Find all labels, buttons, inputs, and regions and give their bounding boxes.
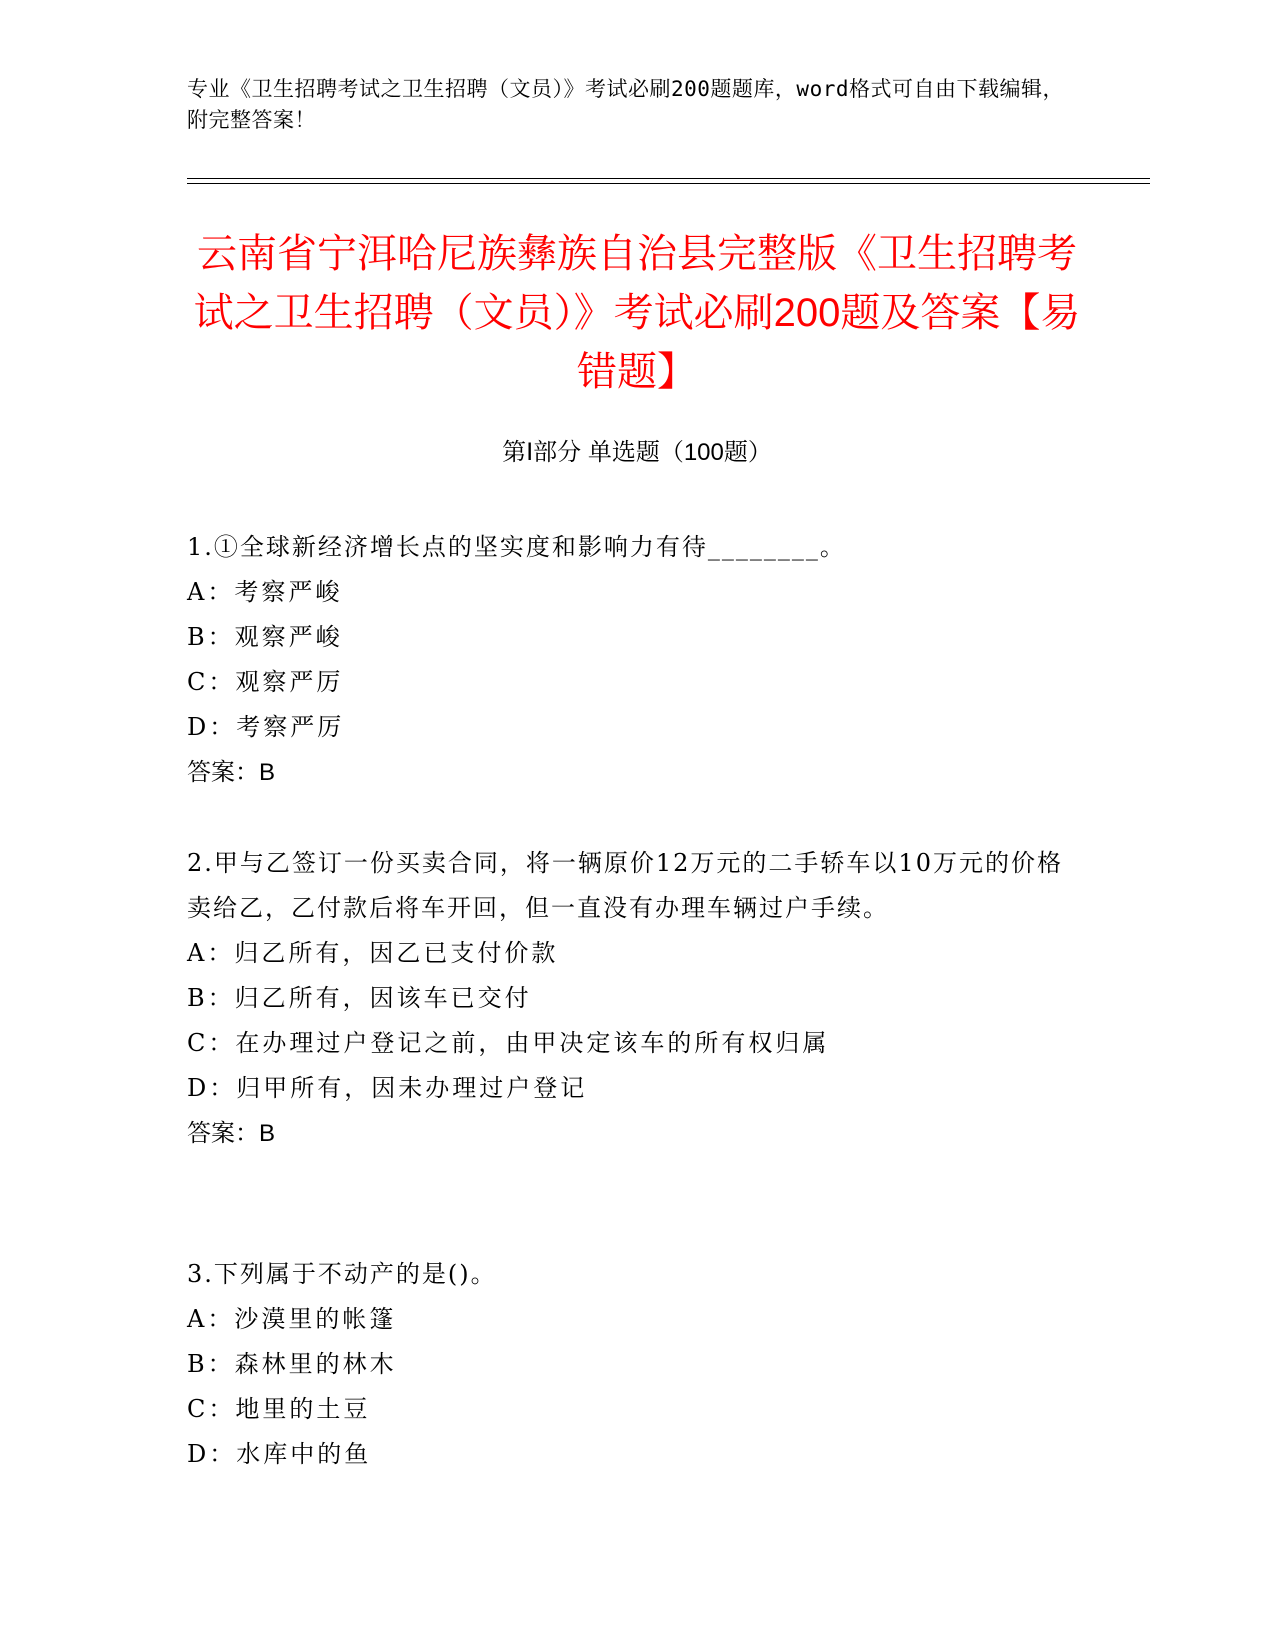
section-title: 第Ⅰ部分 单选题（100题） xyxy=(502,439,772,466)
option-d: D：水库中的鱼 xyxy=(187,1440,372,1468)
header-note: 专业《卫生招聘考试之卫生招聘（文员）》考试必刷200题题库，word格式可自由下载编辑，附完整答案！ xyxy=(187,77,1064,132)
option-a: A：沙漠里的帐篷 xyxy=(187,1305,397,1333)
header-rule-top xyxy=(187,178,1150,179)
option-b: B：归乙所有，因该车已交付 xyxy=(187,984,532,1012)
answer: 答案：B xyxy=(187,1120,276,1147)
option-b: B：观察严峻 xyxy=(187,623,343,651)
option-c: C：观察严厉 xyxy=(187,668,344,696)
question-stem: 1.①全球新经济增长点的坚实度和影响力有待________。 xyxy=(187,533,846,561)
question-1 xyxy=(187,525,1067,795)
document-title: 云南省宁洱哈尼族彝族自治县完整版《卫生招聘考试之卫生招聘（文员）》考试必刷200题及答案【易错题】 xyxy=(193,232,1081,394)
answer: 答案：B xyxy=(187,759,276,786)
question-stem: 2.甲与乙签订一份买卖合同，将一辆原价12万元的二手轿车以10万元的价格卖给乙，乙付款后将车开回，但一直没有办理车辆过户手续。 xyxy=(187,849,1063,922)
option-c: C：在办理过户登记之前，由甲决定该车的所有权归属 xyxy=(187,1029,830,1057)
question-stem: 3.下列属于不动产的是()。 xyxy=(187,1260,497,1288)
option-a: A：考察严峻 xyxy=(187,578,343,606)
option-a: A：归乙所有，因乙已支付价款 xyxy=(187,939,559,967)
question-2 xyxy=(187,841,1067,1156)
header-rule-bottom xyxy=(187,183,1150,184)
option-b: B：森林里的林木 xyxy=(187,1350,397,1378)
option-d: D：归甲所有，因未办理过户登记 xyxy=(187,1074,588,1102)
option-d: D：考察严厉 xyxy=(187,713,345,741)
option-c: C：地里的土豆 xyxy=(187,1395,371,1423)
question-3 xyxy=(187,1252,1067,1477)
